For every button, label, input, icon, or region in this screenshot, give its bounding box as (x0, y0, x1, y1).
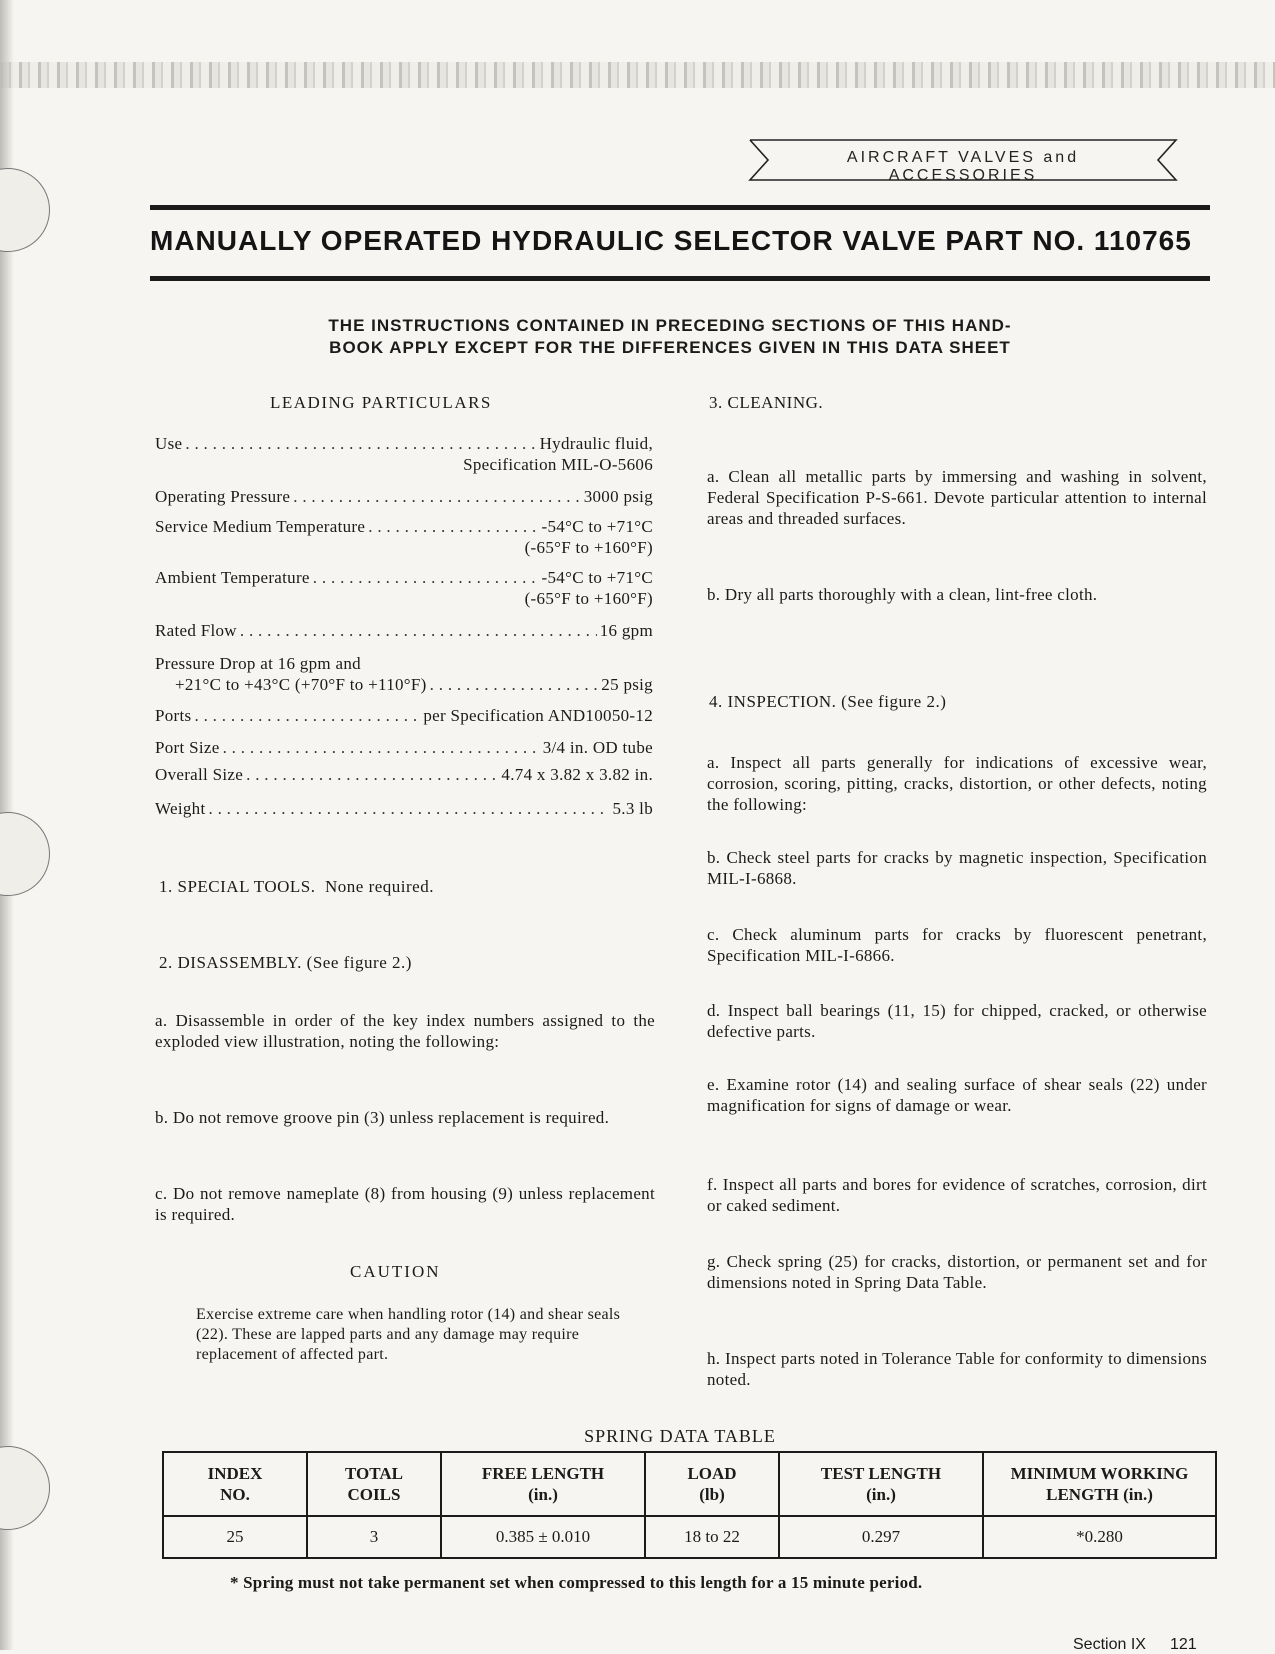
cleaning-step: b. Dry all parts thoroughly with a clean, lint-free cloth. (707, 585, 1098, 604)
spec-row (155, 706, 653, 726)
spec-row (175, 675, 653, 695)
punch-hole (0, 812, 50, 896)
spec-continuation: (-65°F to +160°F) (524, 538, 653, 557)
table-cell: 3 (307, 1516, 441, 1558)
inspection-step: c. Check aluminum parts for cracks by fluorescent penetrant, Specification MIL-I-6866. (707, 925, 1207, 965)
spec-label: Rated Flow (155, 621, 237, 640)
spec-value: -54°C to +71°C (541, 517, 653, 536)
disassembly-step: b. Do not remove groove pin (3) unless replacement is required. (155, 1108, 610, 1127)
table-header-row (163, 1452, 1216, 1516)
notice (290, 315, 1050, 359)
spring-data-table (162, 1451, 1217, 1559)
spec-value: 5.3 lb (612, 799, 653, 818)
table-footnote: * Spring must not take permanent set when compressed to this length for a 15 minute period. (230, 1573, 923, 1592)
spec-label: Weight (155, 799, 206, 818)
inspection-step: a. Inspect all parts generally for indications of excessive wear, corrosion, scoring, pitting, cracks, distortion, or other defects, noting the following: (707, 753, 1207, 814)
title-rule-bottom (150, 276, 1210, 281)
spec-row (155, 487, 653, 507)
banner-text: AIRCRAFT VALVES and ACCESSORIES (846, 149, 1080, 184)
page-footer (1073, 1636, 1197, 1654)
title-rule-top (150, 205, 1210, 210)
inspection-step: d. Inspect ball bearings (11, 15) for chipped, cracked, or otherwise defective parts. (707, 1001, 1207, 1041)
special-tools-section (159, 877, 434, 897)
spec-row (155, 765, 653, 785)
column-header: INDEX NO. (163, 1452, 307, 1516)
section-label: Section IX (1073, 1636, 1146, 1653)
notice-line: BOOK APPLY EXCEPT FOR THE DIFFERENCES GIVEN IN THIS DATA SHEET (329, 338, 1011, 357)
spec-continuation: Specification MIL-O-5606 (463, 455, 653, 474)
leading-particulars-heading: LEADING PARTICULARS (270, 393, 492, 412)
spec-value: Hydraulic fluid, (539, 434, 653, 453)
spec-row (155, 799, 653, 819)
spec-value: 3/4 in. OD tube (542, 738, 653, 757)
column-header: FREE LENGTH (in.) (441, 1452, 645, 1516)
spec-continuation: (-65°F to +160°F) (524, 589, 653, 608)
table-row (163, 1516, 1216, 1558)
spec-row (155, 738, 653, 758)
punch-hole (0, 168, 50, 252)
spec-value: 25 psig (601, 675, 653, 694)
caution-text: Exercise extreme care when handling rotor (14) and shear seals (22). These are lapped parts and any damage may require replacement of affected part. (196, 1306, 621, 1363)
spec-label: +21°C to +43°C (+70°F to +110°F) (175, 675, 427, 694)
table-cell: 0.385 ± 0.010 (441, 1516, 645, 1558)
page-title: MANUALLY OPERATED HYDRAULIC SELECTOR VALVE PART NO. 110765 (150, 225, 1192, 256)
column-header: TEST LENGTH (in.) (779, 1452, 983, 1516)
spec-row (155, 568, 653, 588)
spec-prefix: Pressure Drop at 16 gpm and (155, 654, 361, 673)
spec-value: 16 gpm (599, 621, 653, 640)
spring-table-title: SPRING DATA TABLE (584, 1426, 776, 1446)
inspection-step: e. Examine rotor (14) and sealing surface of shear seals (22) under magnification for signs of damage or wear. (707, 1075, 1207, 1115)
spec-value: 3000 psig (583, 487, 653, 506)
spec-label: Use (155, 434, 183, 453)
disassembly-step: a. Disassemble in order of the key index numbers assigned to the exploded view illustration, noting the following: (155, 1011, 655, 1051)
table-cell: 18 to 22 (645, 1516, 779, 1558)
cleaning-step: a. Clean all metallic parts by immersing and washing in solvent, Federal Specification P-S-661. Devote particular attention to internal areas and threaded surfaces. (707, 467, 1207, 528)
spec-row (155, 621, 653, 641)
spec-label: Port Size (155, 738, 220, 757)
spec-value: -54°C to +71°C (541, 568, 653, 587)
spec-row (155, 434, 653, 454)
column-header: TOTAL COILS (307, 1452, 441, 1516)
spec-label: Ambient Temperature (155, 568, 310, 587)
special-tools-heading: 1. SPECIAL TOOLS. (159, 877, 316, 896)
punch-hole (0, 1446, 50, 1530)
category-banner (744, 138, 1182, 182)
inspection-step: h. Inspect parts noted in Tolerance Table for conformity to dimensions noted. (707, 1349, 1207, 1389)
inspection-step: b. Check steel parts for cracks by magnetic inspection, Specification MIL-I-6868. (707, 848, 1207, 888)
inspection-step: f. Inspect all parts and bores for evidence of scratches, corrosion, dirt or caked sediment. (707, 1175, 1207, 1215)
spec-value: per Specification AND10050-12 (423, 706, 653, 725)
cleaning-heading: 3. CLEANING. (709, 393, 824, 412)
page-number: 121 (1169, 1636, 1197, 1653)
disassembly-step: c. Do not remove nameplate (8) from housing (9) unless replacement is required. (155, 1184, 655, 1224)
caution-heading: CAUTION (350, 1262, 441, 1281)
column-header: LOAD (lb) (645, 1452, 779, 1516)
spec-value: 4.74 x 3.82 x 3.82 in. (501, 765, 653, 784)
spec-label: Service Medium Temperature (155, 517, 366, 536)
spec-row (155, 517, 653, 537)
table-cell: 25 (163, 1516, 307, 1558)
disassembly-heading: 2. DISASSEMBLY. (See figure 2.) (159, 953, 412, 972)
table-cell: *0.280 (983, 1516, 1216, 1558)
inspection-step: g. Check spring (25) for cracks, distortion, or permanent set and for dimensions noted in Spring Data Table. (707, 1252, 1207, 1292)
spec-label: Operating Pressure (155, 487, 291, 506)
special-tools-text: None required. (325, 877, 434, 896)
notice-line: THE INSTRUCTIONS CONTAINED IN PRECEDING SECTIONS OF THIS HAND- (328, 316, 1012, 335)
table-cell: 0.297 (779, 1516, 983, 1558)
inspection-heading: 4. INSPECTION. (See figure 2.) (709, 692, 947, 711)
spec-label: Overall Size (155, 765, 244, 784)
column-header: MINIMUM WORKING LENGTH (in.) (983, 1452, 1216, 1516)
spec-label: Ports (155, 706, 192, 725)
scan-artifact-top (0, 62, 1275, 88)
